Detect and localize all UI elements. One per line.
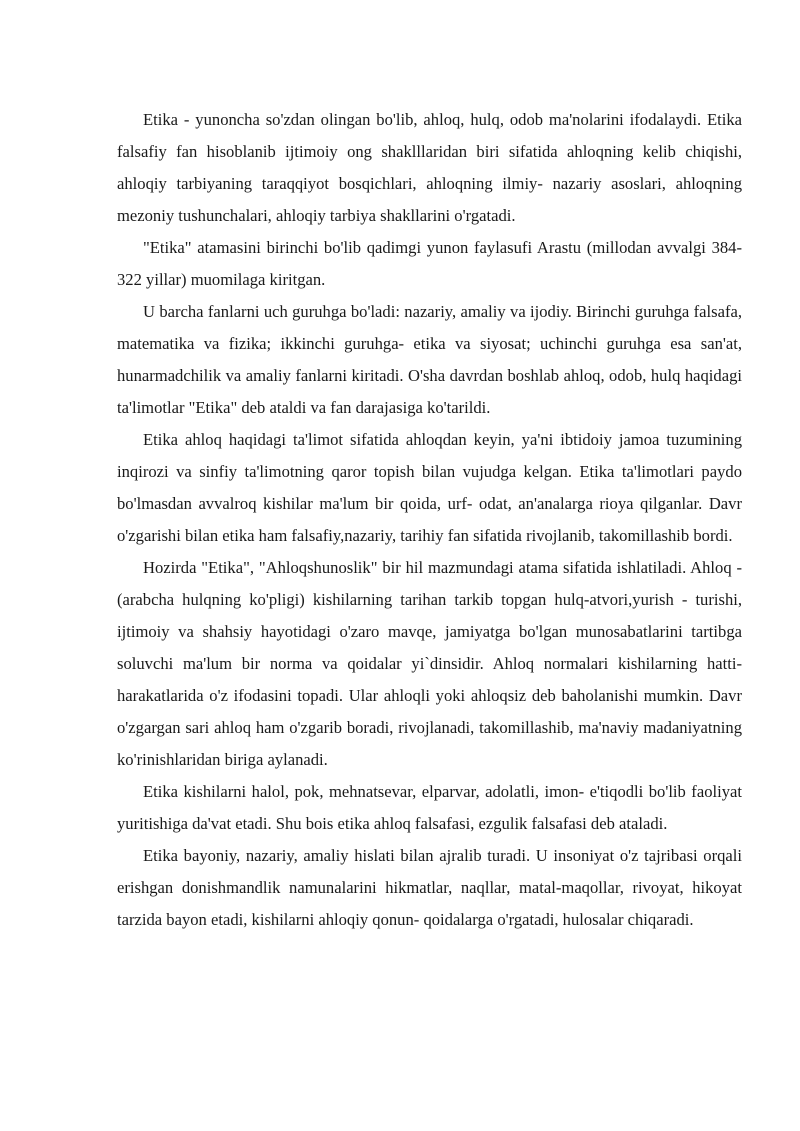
paragraph-etika-definition: Etika - yunoncha so'zdan olingan bo'lib, ahloq, hulq, odob ma'nolarini ifodalaydi. Etika falsafiy fan hisoblanib ijtimoiy ong shaklllaridan biri sifatida ahloqning kelib chiqishi, ahloqiy tarbiyaning taraqqiyot bosqichlari, ahloqning ilmiy- nazariy asoslari, ahloqning mezoniy tushunchalari, ahloqiy tarbiya shakllarini o'rgatadi. bbox=[117, 110, 742, 225]
paragraph-etika-purpose: Etika kishilarni halol, pok, mehnatsevar, elparvar, adolatli, imon- e'tiqodli bo'lib faoliyat yuritishiga da'vat etadi. Shu bois etika ahloq falsafasi, ezgulik falsafasi deb ataladi. bbox=[117, 782, 742, 833]
paragraph-arastu: "Etika" atamasini birinchi bo'lib qadimgi yunon faylasufi Arastu (millodan avvalgi 384-322 yillar) muomilaga kiritgan. bbox=[117, 238, 742, 289]
paragraph-etika-traits: Etika bayoniy, nazariy, amaliy hislati bilan ajralib turadi. U insoniyat o'z tajribasi orqali erishgan donishmandlik namunalarini hikmatlar, naqllar, matal-maqollar, rivoyat, hikoyat tarzida bayon etadi, kishilarni ahloqiy qonun- qoidalarga o'rgatadi, hulosalar chiqaradi. bbox=[117, 846, 742, 929]
paragraph-ahloq-definition: Hozirda "Etika", "Ahloqshunoslik" bir hil mazmundagi atama sifatida ishlatiladi. Ahloq - (arabcha hulqning ko'pligi) kishilarning tarihan tarkib topgan hulq-atvori,yurish - turishi, ijtimoiy va shahsiy hayotidagi o'zaro mavqe, jamiyatga bo'lgan munosabatlarini tartibga soluvchi ma'lum bir norma va qoidalar yi`dinsidir. Ahloq normalari kishilarning hatti- harakatlarida o'z ifodasini topadi. Ular ahloqli yoki ahloqsiz deb baholanishi mumkin. Davr o'zgargan sari ahloq ham o'zgarib boradi, rivojlanadi, takomillashib, ma'naviy madaniyatning ko'rinishlaridan biriga aylanadi. bbox=[117, 558, 742, 769]
paragraph-etika-origin: Etika ahloq haqidagi ta'limot sifatida ahloqdan keyin, ya'ni ibtidoiy jamoa tuzumining inqirozi va sinfiy ta'limotning qaror topish bilan vujudga kelgan. Etika ta'limotlari paydo bo'lmasdan avvalroq kishilar ma'lum bir qoida, urf- odat, an'analarga rioya qilganlar. Davr o'zgarishi bilan etika ham falsafiy,nazariy, tarihiy fan sifatida rivojlanib, takomillashib bordi. bbox=[117, 430, 742, 545]
paragraph-fan-groups: U barcha fanlarni uch guruhga bo'ladi: nazariy, amaliy va ijodiy. Birinchi guruhga falsafa, matematika va fizika; ikkinchi guruhga- etika va siyosat; uchinchi guruhga esa san'at, hunarmadchilik va amaliy fanlarni kiritadi. O'sha davrdan boshlab ahloq, odob, hulq haqidagi ta'limotlar "Etika" deb ataldi va fan darajasiga ko'tarildi. bbox=[117, 302, 742, 417]
document-body bbox=[117, 104, 742, 936]
